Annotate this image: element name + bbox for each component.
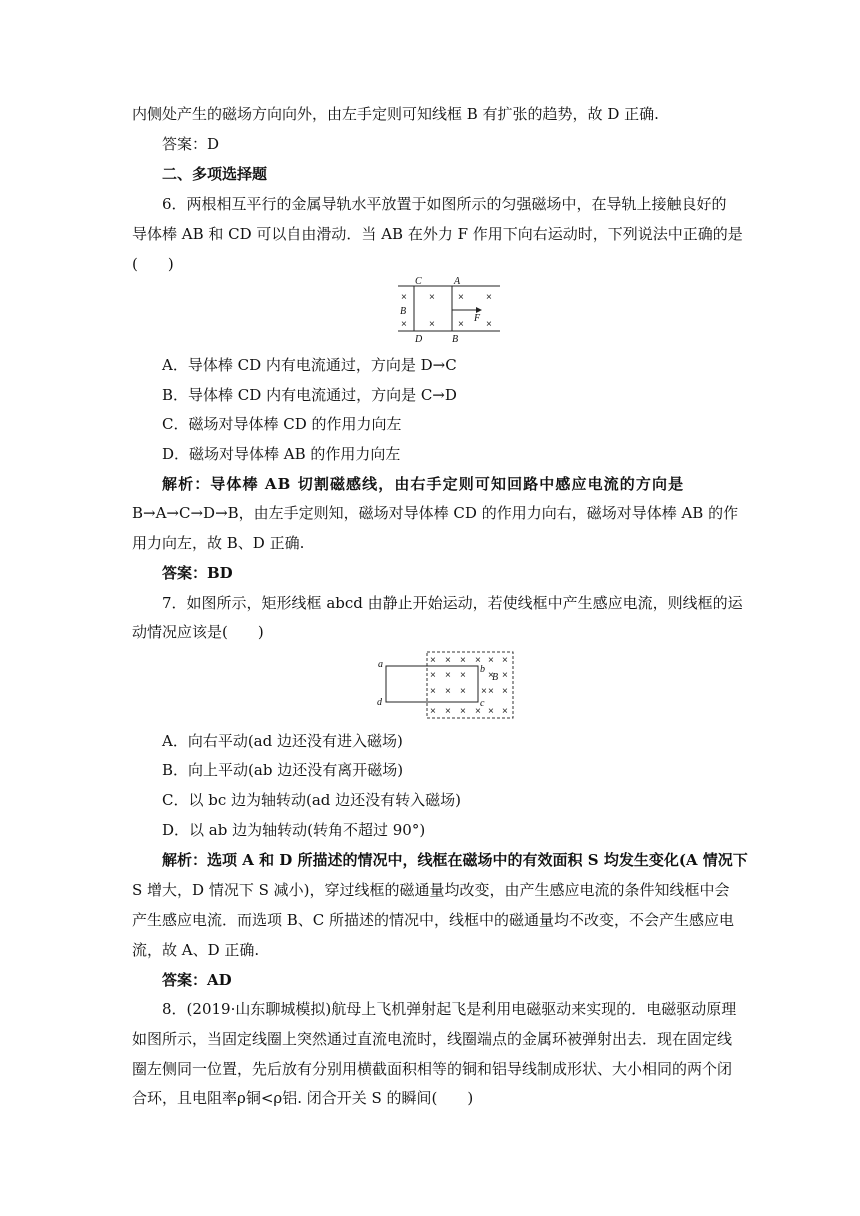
cross-mark: × (486, 319, 492, 330)
question-6-explanation-1: 解析：导体棒 AB 切割磁感线，由右手定则可知回路中感应电流的方向是 (162, 475, 685, 493)
cross-mark: × (488, 670, 494, 681)
cross-mark: × (445, 670, 451, 681)
label-B: B (492, 672, 499, 683)
answer-5: 答案：D (162, 135, 220, 153)
label-F: F (474, 313, 481, 324)
label-C: C (415, 276, 422, 287)
question-6-explanation-2: B→A→C→D→B，由左手定则知，磁场对导体棒 CD 的作用力向右，磁场对导体棒 AB 的作 (132, 504, 739, 522)
question-6-line-3: ( ) (132, 255, 174, 273)
cross-mark: × (481, 686, 487, 697)
question-7-line-2: 动情况应该是( ) (132, 623, 264, 641)
cross-mark: × (445, 706, 451, 717)
question-7-option-d: D．以 ab 边为轴转动(转角不超过 90°) (162, 821, 426, 839)
label-d: d (377, 697, 382, 708)
question-6-option-b: B．导体棒 CD 内有电流通过，方向是 C→D (162, 386, 457, 404)
label-B-side: B (400, 306, 407, 317)
question-7-explanation-1: 解析：选项 A 和 D 所描述的情况中，线框在磁场中的有效面积 S 均发生变化(A 情况下 (162, 851, 748, 869)
question-6-line-1: 6．两根相互平行的金属导轨水平放置于如图所示的匀强磁场中，在导轨上接触良好的 (162, 195, 727, 213)
cross-mark: × (488, 706, 494, 717)
label-A: A (454, 276, 461, 287)
question-7-option-b: B．向上平动(ab 边还没有离开磁场) (162, 761, 404, 779)
cross-mark: × (488, 655, 494, 666)
cross-mark: × (475, 655, 481, 666)
cross-mark: × (475, 706, 481, 717)
figure-coil-diagram (374, 650, 520, 722)
cross-mark: × (502, 670, 508, 681)
answer-6: 答案：BD (162, 564, 233, 582)
question-6-option-c: C．磁场对导体棒 CD 的作用力向左 (162, 415, 402, 433)
section-heading: 二、多项选择题 (162, 165, 268, 183)
text-line: 内侧处产生的磁场方向向外，由左手定则可知线框 B 有扩张的趋势，故 D 正确. (132, 105, 659, 123)
cross-mark: × (430, 655, 436, 666)
question-6-option-a: A．导体棒 CD 内有电流通过，方向是 D→C (162, 356, 457, 374)
question-7-option-a: A．向右平动(ad 边还没有进入磁场) (162, 732, 403, 750)
cross-mark: × (460, 706, 466, 717)
question-6-line-2: 导体棒 AB 和 CD 可以自由滑动．当 AB 在外力 F 作用下向右运动时，下列说法中正确的是 (132, 225, 743, 243)
question-7-line-1: 7．如图所示，矩形线框 abcd 由静止开始运动，若使线框中产生感应电流，则线框的运 (162, 594, 743, 612)
cross-mark: × (460, 655, 466, 666)
question-7-explanation-2: S 增大，D 情况下 S 减小)，穿过线框的磁通量均改变，由产生感应电流的条件知线框中会 (132, 881, 730, 899)
question-6-explanation-3: 用力向左，故 B、D 正确. (132, 534, 305, 552)
question-8-line-2: 如图所示，当固定线圈上突然通过直流电流时，线圈端点的金属环被弹射出去．现在固定线 (132, 1030, 733, 1048)
cross-mark: × (445, 686, 451, 697)
cross-mark: × (429, 319, 435, 330)
cross-mark: × (488, 686, 494, 697)
question-7-explanation-3: 产生感应电流．而选项 B、C 所描述的情况中，线框中的磁通量均不改变，不会产生感应电 (132, 911, 735, 929)
label-b: b (480, 664, 485, 675)
answer-7: 答案：AD (162, 971, 232, 989)
question-8-line-3: 圈左侧同一位置，先后放有分别用横截面积相等的铜和铝导线制成形状、大小相同的两个闭 (132, 1060, 733, 1078)
question-8-line-4: 合环，且电阻率ρ铜<ρ铝. 闭合开关 S 的瞬间( ) (132, 1089, 474, 1107)
label-a: a (378, 659, 383, 670)
cross-mark: × (430, 686, 436, 697)
question-6-option-d: D．磁场对导体棒 AB 的作用力向左 (162, 445, 401, 463)
cross-mark: × (430, 670, 436, 681)
cross-mark: × (458, 292, 464, 303)
label-c: c (480, 698, 485, 709)
figure-rails-diagram (392, 276, 504, 346)
question-7-option-c: C．以 bc 边为轴转动(ad 边还没有转入磁场) (162, 791, 462, 809)
cross-mark: × (502, 706, 508, 717)
cross-mark: × (460, 686, 466, 697)
cross-mark: × (502, 686, 508, 697)
label-B-bottom: B (452, 334, 459, 345)
cross-mark: × (502, 655, 508, 666)
cross-mark: × (429, 292, 435, 303)
cross-mark: × (401, 292, 407, 303)
cross-mark: × (486, 292, 492, 303)
question-8-line-1: 8．(2019·山东聊城模拟)航母上飞机弹射起飞是利用电磁驱动来实现的．电磁驱动原理 (162, 1000, 737, 1018)
cross-mark: × (460, 670, 466, 681)
cross-mark: × (401, 319, 407, 330)
cross-mark: × (458, 319, 464, 330)
cross-mark: × (445, 655, 451, 666)
label-D: D (415, 334, 423, 345)
cross-mark: × (430, 706, 436, 717)
question-7-explanation-4: 流，故 A、D 正确. (132, 941, 260, 959)
